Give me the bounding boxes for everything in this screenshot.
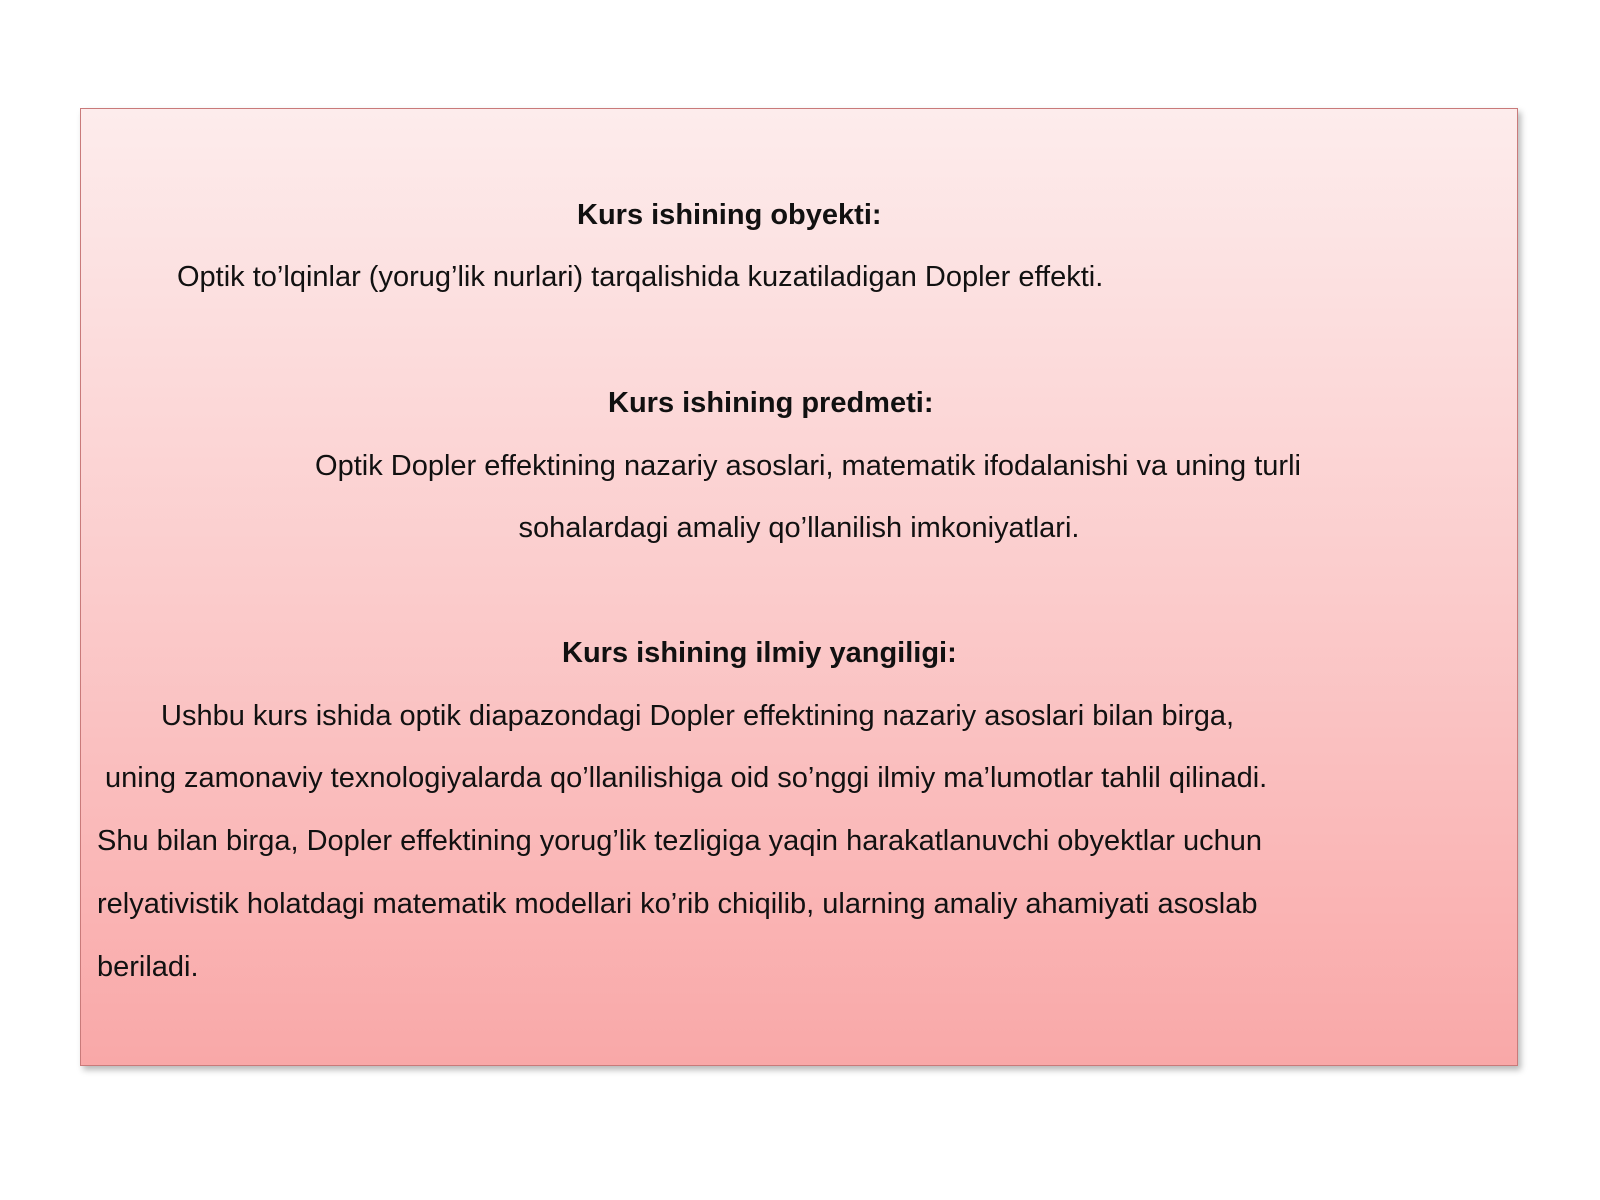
section-heading-obyekt: Kurs ishining obyekti:	[577, 199, 882, 231]
section-heading-predmet: Kurs ishining predmeti:	[608, 387, 934, 419]
yangilik-text-line: Ushbu kurs ishida optik diapazondagi Dopler effektining nazariy asoslari bilan birga,	[161, 700, 1235, 732]
yangilik-text-line: Shu bilan birga, Dopler effektining yorug’lik tezligiga yaqin harakatlanuvchi obyektlar uchun	[97, 825, 1262, 857]
yangilik-text-line: relyativistik holatdagi matematik modellari ko’rib chiqilib, ularning amaliy ahamiyati asoslab	[97, 888, 1258, 920]
content-panel	[80, 108, 1518, 1066]
yangilik-text-line: uning zamonaviy texnologiyalarda qo’llanilishiga oid so’nggi ilmiy ma’lumotlar tahlil qilinadi.	[105, 762, 1268, 794]
predmet-text-line: sohalardagi amaliy qo’llanilish imkoniyatlari.	[518, 512, 1080, 544]
obyekt-text-line: Optik to’lqinlar (yorug’lik nurlari) tarqalishida kuzatiladigan Dopler effekti.	[177, 261, 1104, 293]
yangilik-text-line: beriladi.	[97, 951, 199, 983]
section-heading-yangilik: Kurs ishining ilmiy yangiligi:	[562, 637, 957, 669]
predmet-text-line: Optik Dopler effektining nazariy asoslari, matematik ifodalanishi va uning turli	[315, 450, 1301, 482]
